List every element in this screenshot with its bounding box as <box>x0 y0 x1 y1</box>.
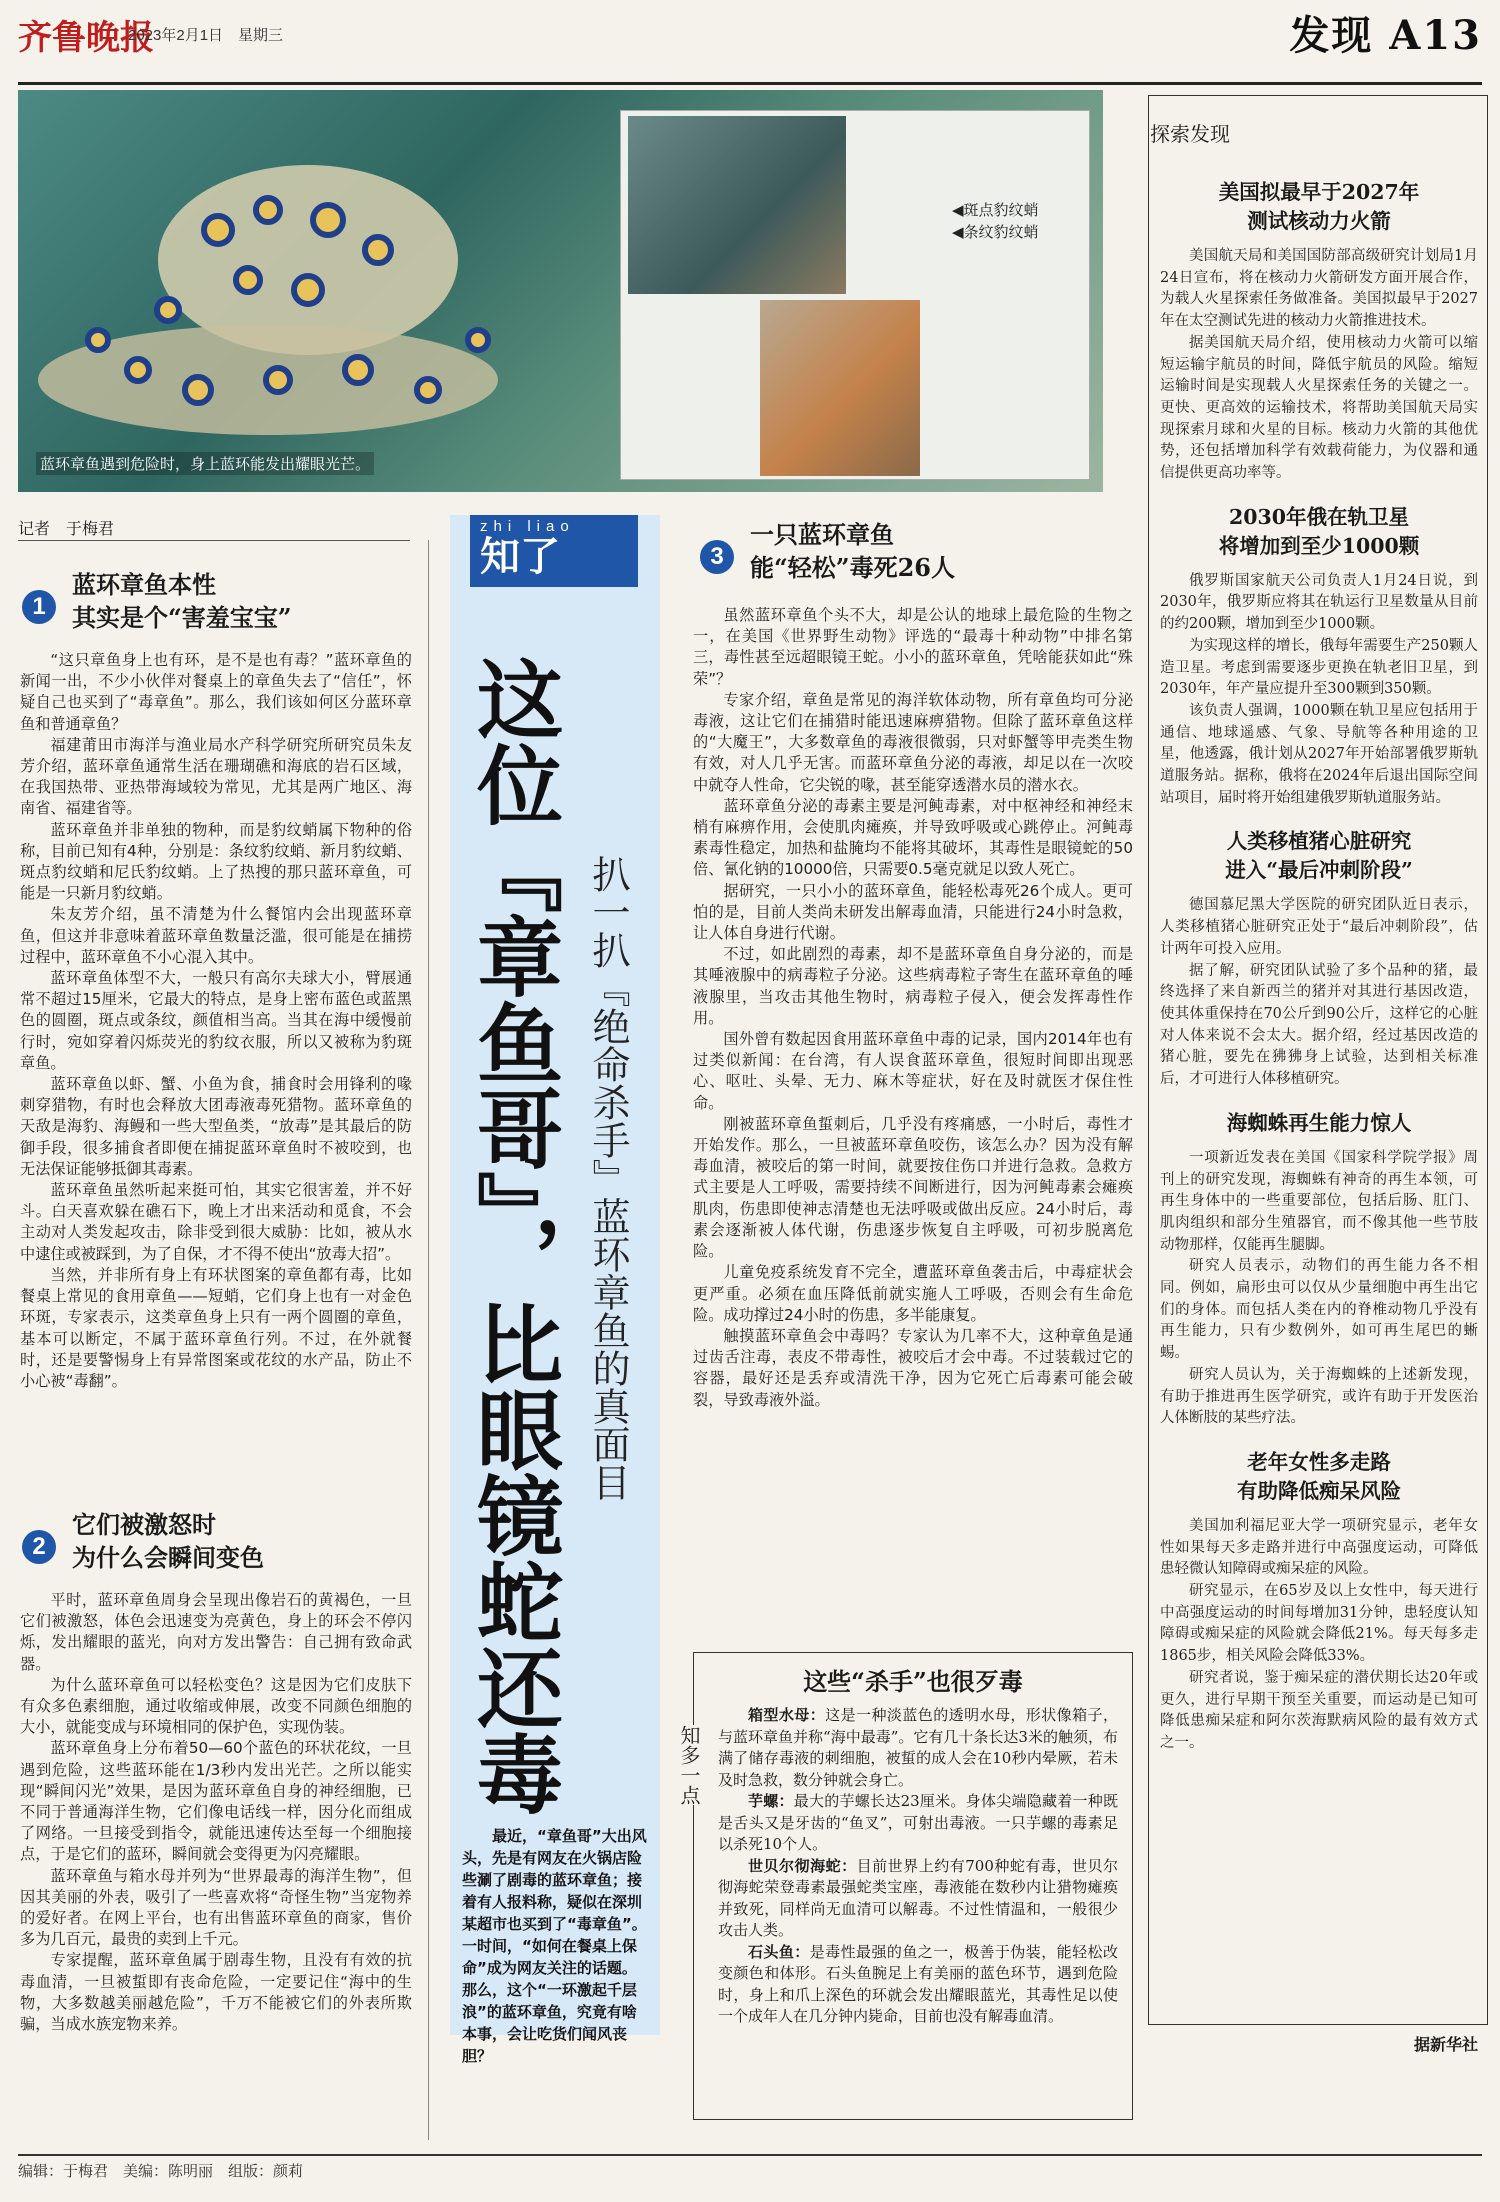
byline: 记者 于梅君 <box>18 519 115 538</box>
section-1-title-line1: 蓝环章鱼本性 <box>72 570 216 599</box>
paragraph: 儿童免疫系统发育不完全，遭蓝环章鱼袭击后，中毒症状会更严重。必须在血压降低前就实施人工呼吸，否则会有生命危险。成功撑过24小时的伤患，多半能康复。 <box>693 1263 1133 1324</box>
brief-title: 海蜘蛛再生能力惊人 <box>1226 1110 1412 1135</box>
news-brief <box>1160 178 1478 485</box>
section-3-title-line1: 一只蓝环章鱼 <box>750 520 894 549</box>
paragraph: 为实现这样的增长，俄每年需要生产250颗人造卫星。考虑到需要逐步更换在轨老旧卫星，到2030年，年产量应提升至300颗到350颗。 <box>1160 637 1478 698</box>
section-1-title-line2: 其实是个“害羞宝宝” <box>72 603 292 632</box>
paragraph: 据美国航天局介绍，使用核动力火箭可以缩短运输宇航员的时间，降低宇航员的风险。缩短运输时间是实现载人火星探索任务的关键之一。更快、更高效的运输技术，将帮助美国航天局实现探索月球和火星的目标。核动力火箭的其他优势，还包括增加科学有效载荷能力，为仪器和通信提供更高功率等。 <box>1160 334 1478 482</box>
news-brief <box>1160 827 1478 1090</box>
brief-title: 测试核动力火箭 <box>1247 209 1391 233</box>
killer-item <box>718 1942 1118 2028</box>
zhiliao-pinyin: zhi liao <box>480 518 575 535</box>
killer-name: 箱型水母： <box>748 1706 826 1724</box>
paragraph: 虽然蓝环章鱼个头不大，却是公认的地球上最危险的生物之一，在美国《世界野生动物》评选的“最毒十种动物”中排名第三，毒性甚至远超眼镜王蛇。小小的蓝环章鱼，凭啥能获如此“殊荣”？ <box>693 606 1133 688</box>
paragraph: 据研究，一只小小的蓝环章鱼，能轻松毒死26个成人。更可怕的是，目前人类尚未研发出解毒血清，只能进行24小时急救，让人体自身进行代谢。 <box>693 881 1133 943</box>
explore-column-body <box>1160 178 1478 2018</box>
paragraph: 蓝环章鱼与箱水母并列为“世界最毒的海洋生物”，但因其美丽的外表，吸引了一些喜欢将“奇怪生物”当宠物养的爱好者。在网上平台，也有出售蓝环章鱼的商家，售价多为几百元，最贵的卖到上千元。 <box>20 1866 412 1949</box>
paragraph: 蓝环章鱼分泌的毒素主要是河鲀毒素，对中枢神经和神经末梢有麻痹作用，会使肌肉瘫痪，并导致呼吸或心跳停止。河鲀毒素毒性稳定，加热和盐腌均不能将其破坏，其毒性是眼镜蛇的50倍、氰化钠的10000倍，只需要0.5毫克就足以致人死亡。 <box>693 796 1133 879</box>
explore-section-label: 探索发现 <box>1150 118 1234 147</box>
paragraph: 蓝环章鱼以虾、蟹、小鱼为食，捕食时会用锋利的喙刺穿猎物，有时也会释放大团毒液毒死猎物。蓝环章鱼的天敌是海豹、海鳗和一些大型鱼类，“放毒”是其最后的防御手段，很多捕食者即便在捕捉蓝环章鱼时不被咬到，也无法保证能够抵御其毒素。 <box>20 1075 412 1178</box>
spotted-octopus-photo <box>628 116 846 294</box>
paragraph: 专家介绍，章鱼是常见的海洋软体动物，所有章鱼均可分泌毒液，这让它们在捕猎时能迅速麻痹猎物。但除了蓝环章鱼这样的“大魔王”，大多数章鱼的毒液很微弱，只对虾蟹等甲壳类生物有效，对人几乎无害。而蓝环章鱼分泌的毒液，却足以在一次咬中就夺人性命，它尖锐的喙，甚至能穿透潜水员的潜水衣。 <box>693 690 1133 794</box>
header-rule <box>18 82 1482 85</box>
paragraph: 当然，并非所有身上有环状图案的章鱼都有毒，比如餐桌上常见的食用章鱼——短蛸，它们身上也有一对金色环斑，专家表示，这类章鱼身上只有一两个圆圈的章鱼，基本可以断定，不属于蓝环章鱼行列。不过，在外就餐时，还是要警惕身上有异常图案或花纹的水产品，防止不小心被“毒翻”。 <box>20 1265 412 1390</box>
paragraph: 研究者说，鉴于痴呆症的潜伏期长达20年或更久，进行早期干预至关重要，而运动是已知可降低患痴呆症和阿尔茨海默病风险的最有效方式之一。 <box>1160 1669 1478 1751</box>
paragraph: 不过，如此剧烈的毒素，却不是蓝环章鱼自身分泌的，而是其唾液腺中的病毒粒子分泌。这些病毒粒子寄生在蓝环章鱼的唾液腺里，当攻击其他生物时，病毒粒子侵入，便会发挥毒性作用。 <box>693 945 1133 1027</box>
section-number-1: 1 <box>22 590 56 624</box>
inset-label-spotted: ◀斑点豹纹蛸 <box>952 201 1039 219</box>
section-title: 发现 A13 <box>1289 12 1482 59</box>
paragraph: “这只章鱼身上也有环，是不是也有毒？”蓝环章鱼的新闻一出，不少小伙伴对餐桌上的章鱼失去了“信任”，怀疑自己也买到了“毒章鱼”。那么，我们该如何区分蓝环章鱼和普通章鱼？ <box>20 651 412 733</box>
killer-name: 石头鱼： <box>748 1942 810 1961</box>
section-2-title-line2: 为什么会瞬间变色 <box>72 1543 264 1572</box>
paragraph: 研究人员表示，动物们的再生能力各不相同。例如，扁形虫可以仅从少量细胞中再生出它们的身体。而包括人类在内的脊椎动物几乎没有再生能力，只有少数例外，如可再生尾巴的蜥蜴。 <box>1160 1258 1478 1362</box>
sidebar-box-body <box>718 1705 1118 2110</box>
paragraph: 触摸蓝环章鱼会中毒吗？专家认为几率不大，这种章鱼是通过齿舌注毒，表皮不带毒性，被咬后才会中毒。不过装载过它的容器，最好还是丢弃或清洗干净，因为它死亡后毒素可能会破裂，导致毒液外溢。 <box>693 1326 1133 1409</box>
brief-title: 进入“最后冲刺阶段” <box>1225 858 1413 883</box>
section-number-2: 2 <box>22 1530 56 1564</box>
section-2-body <box>20 1590 412 2140</box>
paragraph: 蓝环章鱼体型不大，一般只有高尔夫球大小，臂展通常不超过15厘米，它最大的特点，是身上密布蓝色或蓝黑色的圆圈，斑点或条纹，颜值相当高。当其在海中缓慢前行时，宛如穿着闪烁荧光的豹纹衣服，所以又被称为豹斑章鱼。 <box>20 969 412 1072</box>
killer-name: 世贝尔彻海蛇： <box>748 1856 857 1875</box>
sidebar-box-title: 这些“杀手”也很歹毒 <box>803 1667 1023 1696</box>
byline-rule <box>18 540 410 541</box>
brief-title: 人类移植猪心脏研究 <box>1226 829 1412 854</box>
paragraph: 研究显示，在65岁及以上女性中，每天进行中高强度运动的时间每增加31分钟，患轻度认知障碍或痴呆症的风险就会降低21%。每天每多走1865步，相关风险会降低33%。 <box>1160 1583 1478 1665</box>
octopus-illustration <box>18 90 638 492</box>
sidebar-tag: 知多一点 <box>678 1725 704 1805</box>
paragraph: 据了解，研究团队试验了多个品种的猪，最终选择了来自新西兰的猪并对其进行基因改造，使其体重保持在70公斤到90公斤，这样它的心脏对人体来说不会太大。据介绍，经过基因改造的猪心脏，要先在狒狒身上试验，达到相关标准后，才可进行人体移植研究。 <box>1160 962 1478 1088</box>
paragraph: 蓝环章鱼虽然听起来挺可怕，其实它很害羞，并不好斗。白天喜欢躲在礁石下，晚上才出来活动和觅食，不会主动对人类发起攻击，除非受到很大威胁：比如，被从水中逮住或被踩到，为了自保，才不得不使出“放毒大招”。 <box>20 1181 412 1263</box>
main-headline: 这位『章鱼哥』，比眼镜蛇还毒 <box>462 655 563 1816</box>
hero-caption: 蓝环章鱼遇到危险时，身上蓝环能发出耀眼光芒。 <box>36 452 374 475</box>
brief-title: 有助降低痴呆风险 <box>1237 1478 1401 1503</box>
paragraph: 为什么蓝环章鱼可以轻松变色？这是因为它们皮肤下有众多色素细胞，通过收缩或伸展，改变不同颜色细胞的大小，就能变成与环境相同的保护色，实现伪装。 <box>20 1675 412 1737</box>
inset-label-striped: ◀条纹豹纹蛸 <box>952 223 1039 241</box>
paragraph: 美国航天局和美国国防部高级研究计划局1月24日宣布，将在核动力火箭研发方面开展合作，为载人火星探索任务做准备。美国拟最早于2027年在太空测试先进的核动力火箭推进技术。 <box>1160 248 1478 330</box>
paragraph: 研究人员认为，关于海蜘蛛的上述新发现，有助于推进再生医学研究，或许有助于开发医治人体断肢的某些疗法。 <box>1160 1366 1478 1427</box>
paragraph: 国外曾有数起因食用蓝环章鱼中毒的记录，国内2014年也有过类似新闻：在台湾，有人误食蓝环章鱼，很短时间即出现恶心、呕吐、头晕、无力、麻木等症状，好在及时就医才保住性命。 <box>693 1030 1133 1112</box>
killer-text: 最大的芋螺长达23厘米。身体尖端隐藏着一种既是舌头又是牙齿的“鱼叉”，可射出毒液。一只芋螺的毒素足以杀死10个人。 <box>718 1792 1118 1853</box>
section-1-heading <box>72 568 292 634</box>
killer-name: 芋螺： <box>748 1792 794 1810</box>
paragraph: 福建莆田市海洋与渔业局水产科学研究所研究员朱友芳介绍，蓝环章鱼通常生活在珊瑚礁和海底的岩石区域，在我国热带、亚热带海域较为常见，尤其是两广地区、海南省、福建省等。 <box>20 735 412 818</box>
section-3-title-line2: 能“轻松”毒死26人 <box>750 553 956 582</box>
paragraph: 朱友芳介绍，虽不清楚为什么餐馆内会出现蓝环章鱼，但这并非意味着蓝环章鱼数量泛滥，很可能是在捕捞过程中，蓝环章鱼不小心混入其中。 <box>20 905 412 966</box>
issue-date: 2023年2月1日 星期三 <box>128 27 284 44</box>
footer-rule <box>18 2154 1482 2156</box>
section-3-heading <box>750 518 955 584</box>
brief-title: 美国拟最早于2027年 <box>1218 180 1420 204</box>
paragraph: 刚被蓝环章鱼蜇刺后，几乎没有疼痛感，一小时后，毒性才开始发作。那么，一旦被蓝环章鱼咬伤，该怎么办？因为没有解毒血清，被咬后的第一时间，就要按住伤口并进行急救。急救方式主要是人工呼吸，需要持续不间断进行，因为河鲀毒素会瘫痪肌肉，伤患即使神志清楚也无法呼吸或做出反应。24小时后，毒素会逐渐被人体代谢，伤患逐步恢复自主呼吸，可初步脱离危险。 <box>693 1114 1133 1261</box>
killer-text: 是毒性最强的鱼之一，极善于伪装，能轻松改变颜色和体形。石头鱼腕足上有美丽的蓝色环节，遇到危险时，身上和爪上深色的环就会发出耀眼蓝光，其毒性足以使一个成年人在几分钟内毙命，目前也没有解毒血清。 <box>718 1942 1118 2025</box>
paragraph: 专家提醒，蓝环章鱼属于剧毒生物，且没有有效的抗毒血清，一旦被蜇即有丧命危险，一定要记住“海中的生物，大多数越美丽越危险”，千万不能被它们的外表所欺骗，当成水族宠物来养。 <box>20 1951 412 2034</box>
brief-title: 将增加到至少1000颗 <box>1218 533 1420 558</box>
striped-octopus-photo <box>760 300 920 476</box>
paragraph: 该负责人强调，1000颗在轨卫星应包括用于通信、地球遥感、气象、导航等各种用途的卫星，他透露，俄计划从2027年开始部署俄罗斯轨道服务站。据称，俄将在2024年后退出国际空间站项目，届时将开始组建俄罗斯轨道服务站。 <box>1160 702 1478 806</box>
news-brief <box>1160 1109 1478 1430</box>
paragraph: 一项新近发表在美国《国家科学院学报》周刊上的研究发现，海蜘蛛有神奇的再生本领，可再生身体中的一些重要部位，包括后肠、肛门、肌肉组织和部分生殖器官，而不像其他一些节肢动物那样，仅能再生腿脚。 <box>1160 1149 1478 1253</box>
news-brief <box>1160 503 1478 810</box>
paragraph: 蓝环章鱼身上分布着50—60个蓝色的环状花纹，一旦遇到危险，这些蓝环能在1/3秒内发出光芒。之所以能实现“瞬间闪光”效果，是因为蓝环章鱼自身的神经细胞，已不同于普通海洋生物，它们像电话线一样，因分化而组成了网络。一旦接受到指令，就能迅速传达至每一个细胞接点，于是它们的蓝环，瞬间就会变得更为闪亮耀眼。 <box>20 1739 412 1864</box>
killer-text: 目前世界上约有700种蛇有毒，世贝尔彻海蛇荣登毒素最强蛇类宝座，毒液能在数秒内让猎物瘫痪并致死，同样尚无血清可以解毒。不过性情温和，一般很少攻击人类。 <box>718 1856 1118 1939</box>
section-number-3: 3 <box>700 540 734 574</box>
section-3-body <box>693 605 1133 1625</box>
zhiliao-label: 知了 <box>480 533 560 580</box>
killer-item <box>718 1791 1118 1856</box>
killer-text: 这是一种淡蓝色的透明水母，形状像箱子，与蓝环章鱼并称“海中最毒”。它有几十条长达3米的触须，布满了储存毒液的刺细胞，被蜇的成人会在10秒内晕厥，若未及时急救，数分钟就会身亡。 <box>718 1706 1118 1789</box>
editor-credits: 编辑：于梅君 美编：陈明丽 组版：颜莉 <box>18 2162 304 2180</box>
killer-item <box>718 1705 1118 1791</box>
paragraph: 蓝环章鱼并非单独的物种，而是豹纹蛸属下物种的俗称，目前已知有4种，分别是：条纹豹纹蛸、新月豹纹蛸、斑点豹纹蛸和尼氏豹纹蛸。上了热搜的那只蓝环章鱼，可能是一只新月豹纹蛸。 <box>20 820 412 903</box>
brief-title: 老年女性多走路 <box>1247 1449 1391 1474</box>
lead-paragraph: 最近，“章鱼哥”大出风头，先是有网友在火锅店险些涮了剧毒的蓝环章鱼；接着有人报料称，疑似在深圳某超市也买到了“毒章鱼”。一时间，“如何在餐桌上保命”成为网友关注的话题。那么，这个“一环激起千层浪”的蓝环章鱼，究竟有啥本事，会让吃货们闻风丧胆？ <box>462 1827 647 2065</box>
paragraph: 美国加利福尼亚大学一项研究显示，老年女性如果每天多走路并进行中高强度运动，可降低患轻微认知障碍或痴呆症的风险。 <box>1160 1517 1478 1578</box>
section-2-title-line1: 它们被激怒时 <box>72 1510 216 1539</box>
news-brief <box>1160 1448 1478 1755</box>
paragraph: 德国慕尼黑大学医院的研究团队近日表示，人类移植猪心脏研究正处于“最后冲刺阶段”，估计两年可投入应用。 <box>1160 897 1478 957</box>
news-source: 据新华社 <box>1413 2035 1478 2054</box>
sub-headline: 扒一扒『绝命杀手』蓝环章鱼的真面目 <box>586 855 630 1501</box>
column-divider <box>428 540 429 2140</box>
killer-item <box>718 1856 1118 1942</box>
section-1-body <box>20 650 412 1512</box>
paragraph: 俄罗斯国家航天公司负责人1月24日说，到2030年，俄罗斯应将其在轨运行卫星数量从目前的约200颗，增加到至少1000颗。 <box>1160 572 1478 633</box>
brief-title: 2030年俄在轨卫星 <box>1228 504 1410 529</box>
paragraph: 平时，蓝环章鱼周身会呈现出像岩石的黄褐色，一旦它们被激怒，体色会迅速变为亮黄色，身上的环会不停闪烁，发出耀眼的蓝光，向对方发出警告：自己拥有致命武器。 <box>20 1591 412 1673</box>
section-2-heading <box>72 1508 264 1574</box>
zhiliao-badge <box>470 515 638 587</box>
masthead-logo: 齐鲁晚报 <box>18 18 154 58</box>
